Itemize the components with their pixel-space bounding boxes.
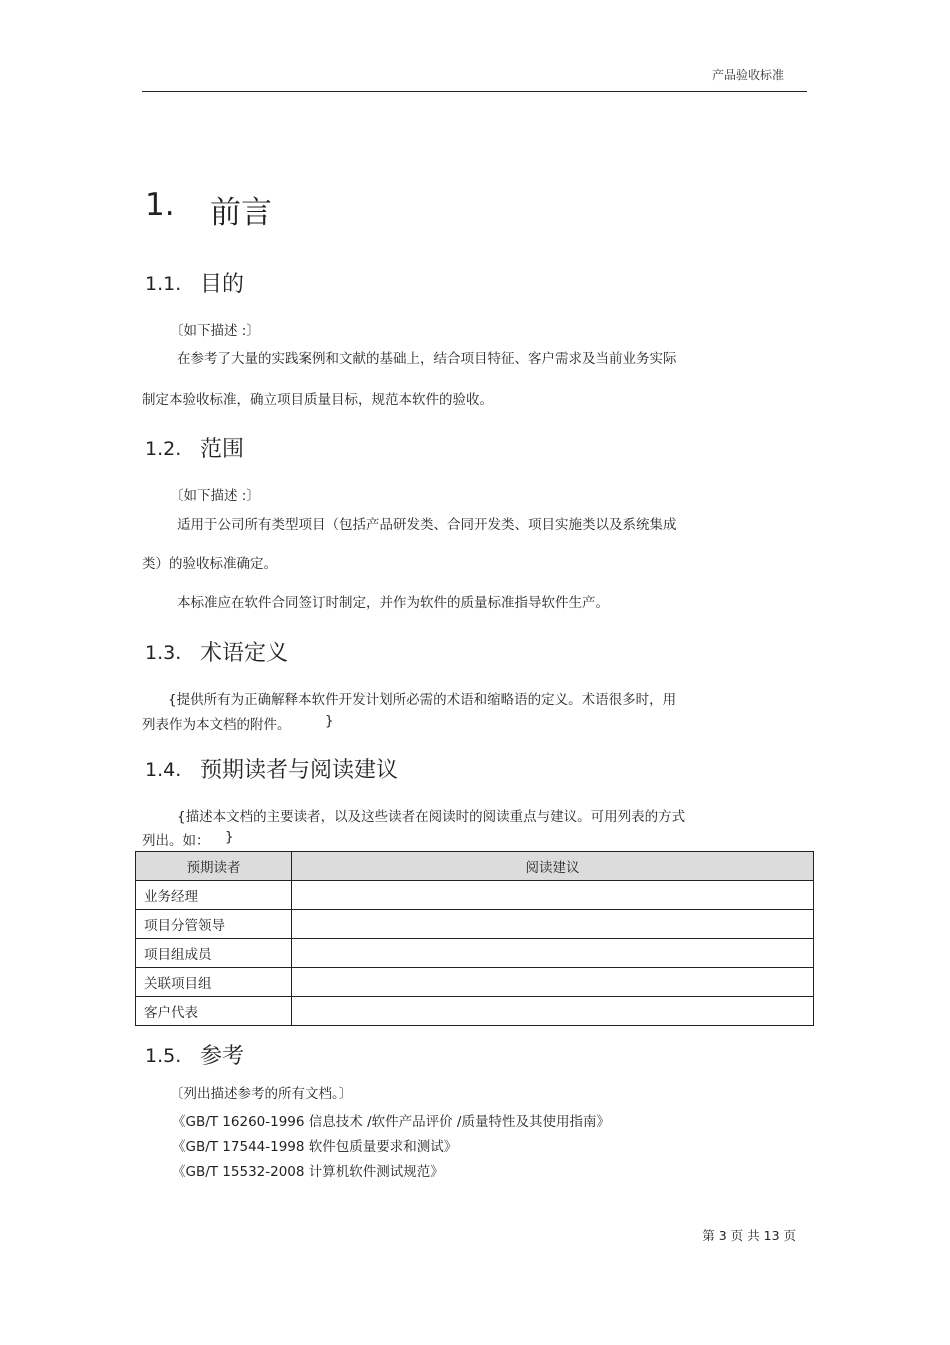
advice-cell <box>292 968 814 997</box>
section-title-scope: 范围 <box>200 437 245 462</box>
table-row <box>136 910 814 939</box>
advice-cell <box>292 910 814 939</box>
section-number-readers: 1.4. <box>145 759 182 781</box>
section-number-references: 1.5. <box>145 1045 182 1067</box>
chapter-title: 前言 <box>210 195 272 231</box>
table-header-row <box>136 852 814 881</box>
table-row <box>136 881 814 910</box>
chapter-heading <box>0 187 950 231</box>
purpose-note: 〔如下描述 :〕 <box>170 323 260 339</box>
running-header: 产品验收标准 <box>711 68 784 82</box>
advice-cell <box>292 997 814 1026</box>
header-divider <box>142 91 807 92</box>
section-title-readers: 预期读者与阅读建议 <box>200 758 399 783</box>
terms-body-line1: {提供所有为正确解释本软件开发计划所必需的术语和缩略语的定义。术语很多时，用 <box>168 692 677 708</box>
section-title-purpose: 目的 <box>200 272 245 297</box>
column-header-reader: 预期读者 <box>136 852 292 881</box>
scope-note: 〔如下描述 :〕 <box>170 488 260 504</box>
page-number: 第 3 页 共 13 页 <box>702 1228 796 1243</box>
chapter-number: 1. <box>145 187 175 223</box>
table-row <box>136 939 814 968</box>
section-number-terms: 1.3. <box>145 642 182 664</box>
scope-body-line1: 适用于公司所有类型项目（包括产品研发类、合同开发类、项目实施类以及系统集成 <box>177 517 677 533</box>
reference-item: 《GB/T 17544-1998 软件包质量要求和测试》 <box>172 1139 458 1155</box>
advice-cell <box>292 881 814 910</box>
table-row <box>136 968 814 997</box>
reader-cell: 客户代表 <box>136 997 292 1026</box>
section-title-references: 参考 <box>200 1044 245 1069</box>
section-number-scope: 1.2. <box>145 438 182 460</box>
section-number-purpose: 1.1. <box>145 273 182 295</box>
table-row <box>136 997 814 1026</box>
reader-cell: 关联项目组 <box>136 968 292 997</box>
reader-cell: 业务经理 <box>136 881 292 910</box>
reference-item: 《GB/T 15532-2008 计算机软件测试规范》 <box>172 1164 444 1180</box>
purpose-body-line2: 制定本验收标准，确立项目质量目标，规范本软件的验收。 <box>142 392 493 408</box>
scope-body-line3: 本标准应在软件合同签订时制定，并作为软件的质量标准指导软件生产。 <box>177 595 609 611</box>
readers-close-brace: } <box>225 829 234 845</box>
reader-cell: 项目组成员 <box>136 939 292 968</box>
reader-cell: 项目分管领导 <box>136 910 292 939</box>
section-title-terms: 术语定义 <box>200 641 289 666</box>
scope-body-line2: 类）的验收标准确定。 <box>142 556 277 572</box>
readers-body-line1: {描述本文档的主要读者，以及这些读者在阅读时的阅读重点与建议。可用列表的方式 <box>177 809 686 825</box>
purpose-body-line1: 在参考了大量的实践案例和文献的基础上，结合项目特征、客户需求及当前业务实际 <box>177 351 677 367</box>
column-header-advice: 阅读建议 <box>292 852 814 881</box>
terms-body-line2: 列表作为本文档的附件。 <box>142 717 291 733</box>
readers-table <box>135 851 814 1026</box>
references-note: 〔列出描述参考的所有文档。〕 <box>170 1086 353 1102</box>
advice-cell <box>292 939 814 968</box>
readers-body-line2: 列出。如： <box>142 833 210 849</box>
reference-item: 《GB/T 16260-1996 信息技术 /软件产品评价 /质量特性及其使用指南》 <box>172 1114 610 1130</box>
terms-close-brace: } <box>325 713 334 729</box>
